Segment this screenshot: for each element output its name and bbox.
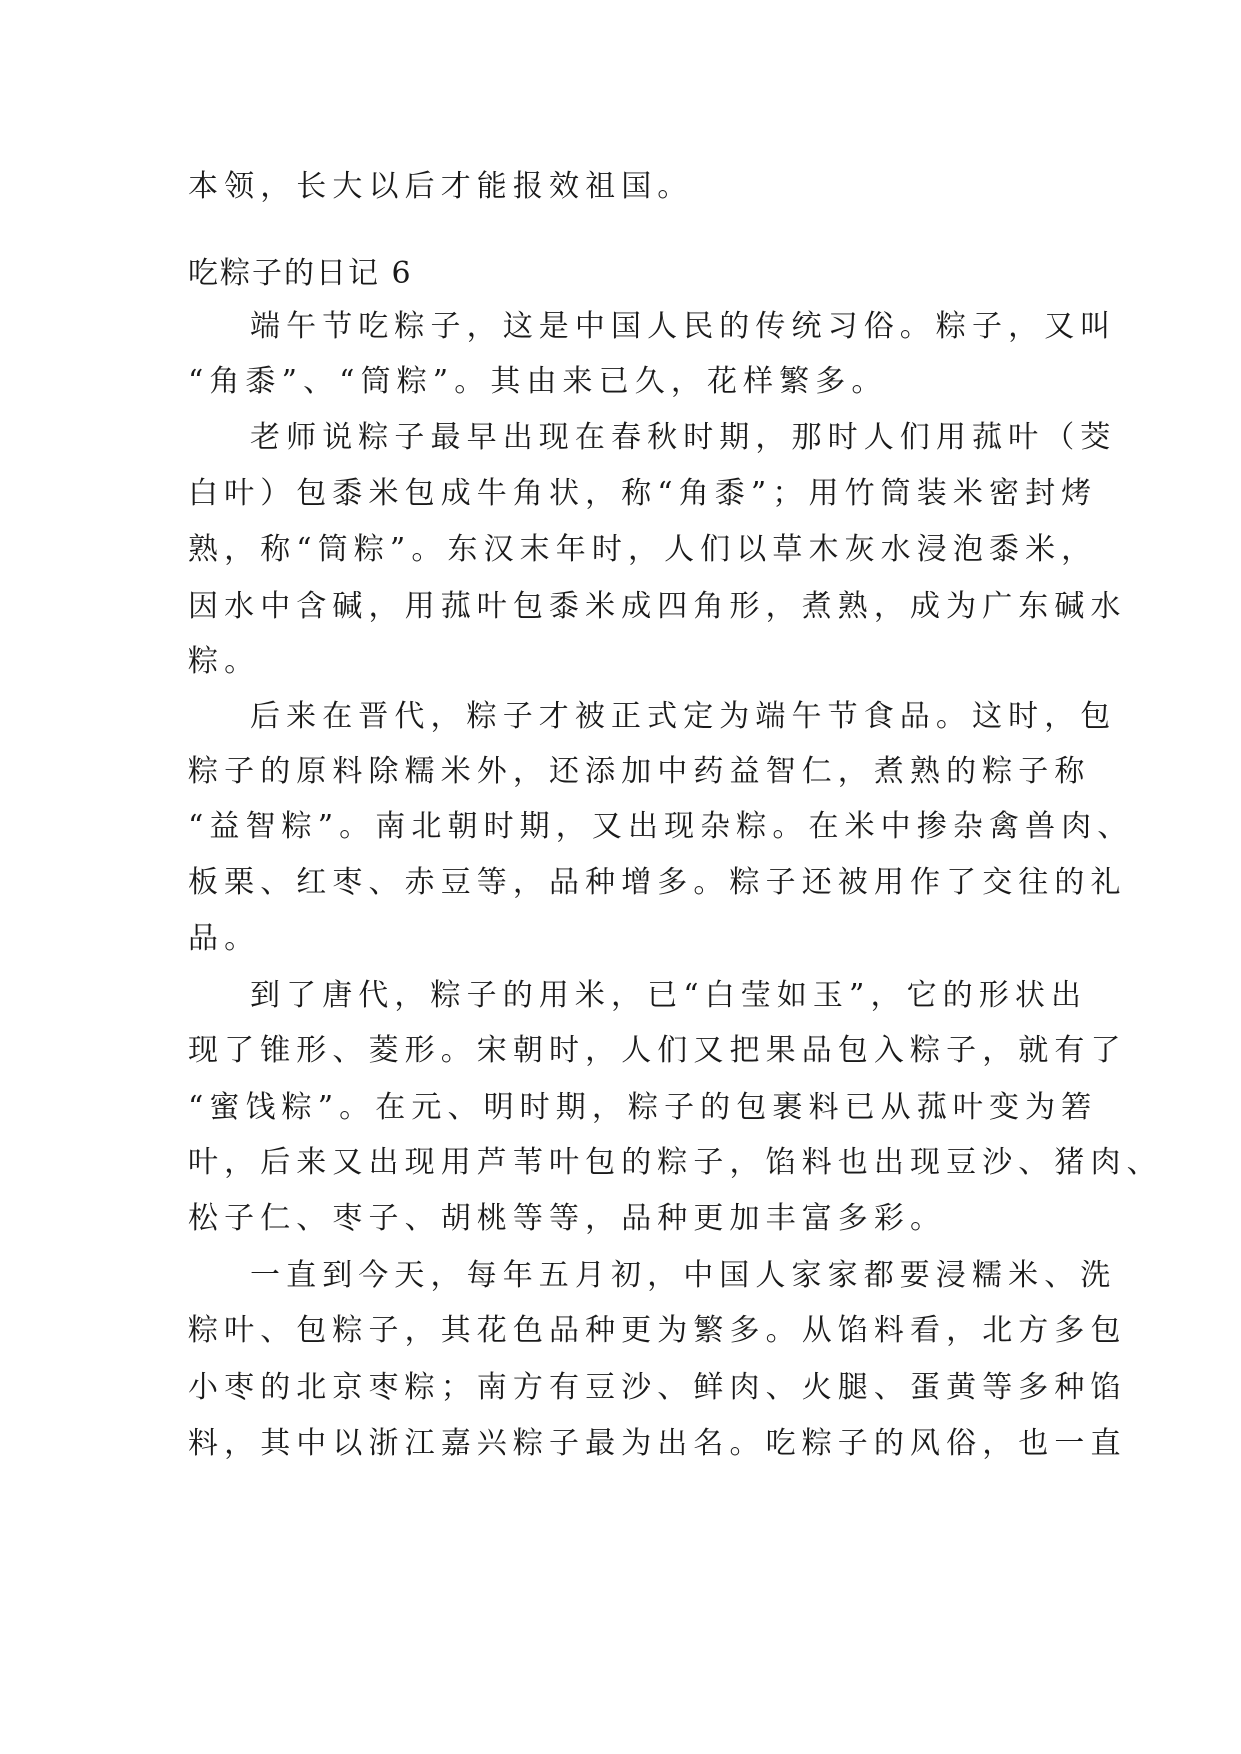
entry-title: 吃粽子的日记 6 — [188, 256, 413, 291]
paragraph-line: 叶，后来又出现用芦苇叶包的粽子，馅料也出现豆沙、猪肉、 — [188, 1145, 1163, 1180]
paragraph-line: 因水中含碱，用菰叶包黍米成四角形，煮熟，成为广东碱水 — [188, 589, 1127, 624]
paragraph-line: “蜜饯粽”。在元、明时期，粽子的包裹料已从菰叶变为箬 — [188, 1090, 1098, 1125]
paragraph-line: “角黍”、“筒粽”。其由来已久，花样繁多。 — [188, 364, 888, 399]
paragraph-line: 板栗、红枣、赤豆等，品种增多。粽子还被用作了交往的礼 — [188, 865, 1127, 900]
paragraph-line: 一直到今天，每年五月初，中国人家家都要浸糯米、洗 — [250, 1258, 1117, 1293]
paragraph-line: 粽。 — [188, 644, 261, 679]
paragraph-line: 松子仁、枣子、胡桃等等，品种更加丰富多彩。 — [188, 1201, 947, 1236]
paragraph-line: 熟，称“筒粽”。东汉末年时，人们以草木灰水浸泡黍米， — [188, 532, 1098, 567]
paragraph-line: 老师说粽子最早出现在春秋时期，那时人们用菰叶（茭 — [250, 420, 1117, 455]
previous-paragraph-ending: 本领，长大以后才能报效祖国。 — [188, 169, 694, 204]
paragraph-line: 品。 — [188, 921, 261, 956]
paragraph-line: 粽子的原料除糯米外，还添加中药益智仁，煮熟的粽子称 — [188, 754, 1091, 789]
paragraph-line: 现了锥形、菱形。宋朝时，人们又把果品包入粽子，就有了 — [188, 1033, 1127, 1068]
paragraph-line: 到了唐代，粽子的用米，已“白莹如玉”，它的形状出 — [250, 978, 1088, 1013]
paragraph-line: 后来在晋代，粽子才被正式定为端午节食品。这时，包 — [250, 699, 1117, 734]
paragraph-line: 白叶）包黍米包成牛角状，称“角黍”；用竹筒装米密封烤 — [188, 476, 1098, 511]
paragraph-line: 料，其中以浙江嘉兴粽子最为出名。吃粽子的风俗，也一直 — [188, 1426, 1127, 1461]
paragraph-line: 粽叶、包粽子，其花色品种更为繁多。从馅料看，北方多包 — [188, 1313, 1127, 1348]
paragraph-line: “益智粽”。南北朝时期，又出现杂粽。在米中掺杂禽兽肉、 — [188, 809, 1134, 844]
paragraph-line: 小枣的北京枣粽；南方有豆沙、鲜肉、火腿、蛋黄等多种馅 — [188, 1370, 1127, 1405]
paragraph-line: 端午节吃粽子，这是中国人民的传统习俗。粽子，又叫 — [250, 309, 1117, 344]
